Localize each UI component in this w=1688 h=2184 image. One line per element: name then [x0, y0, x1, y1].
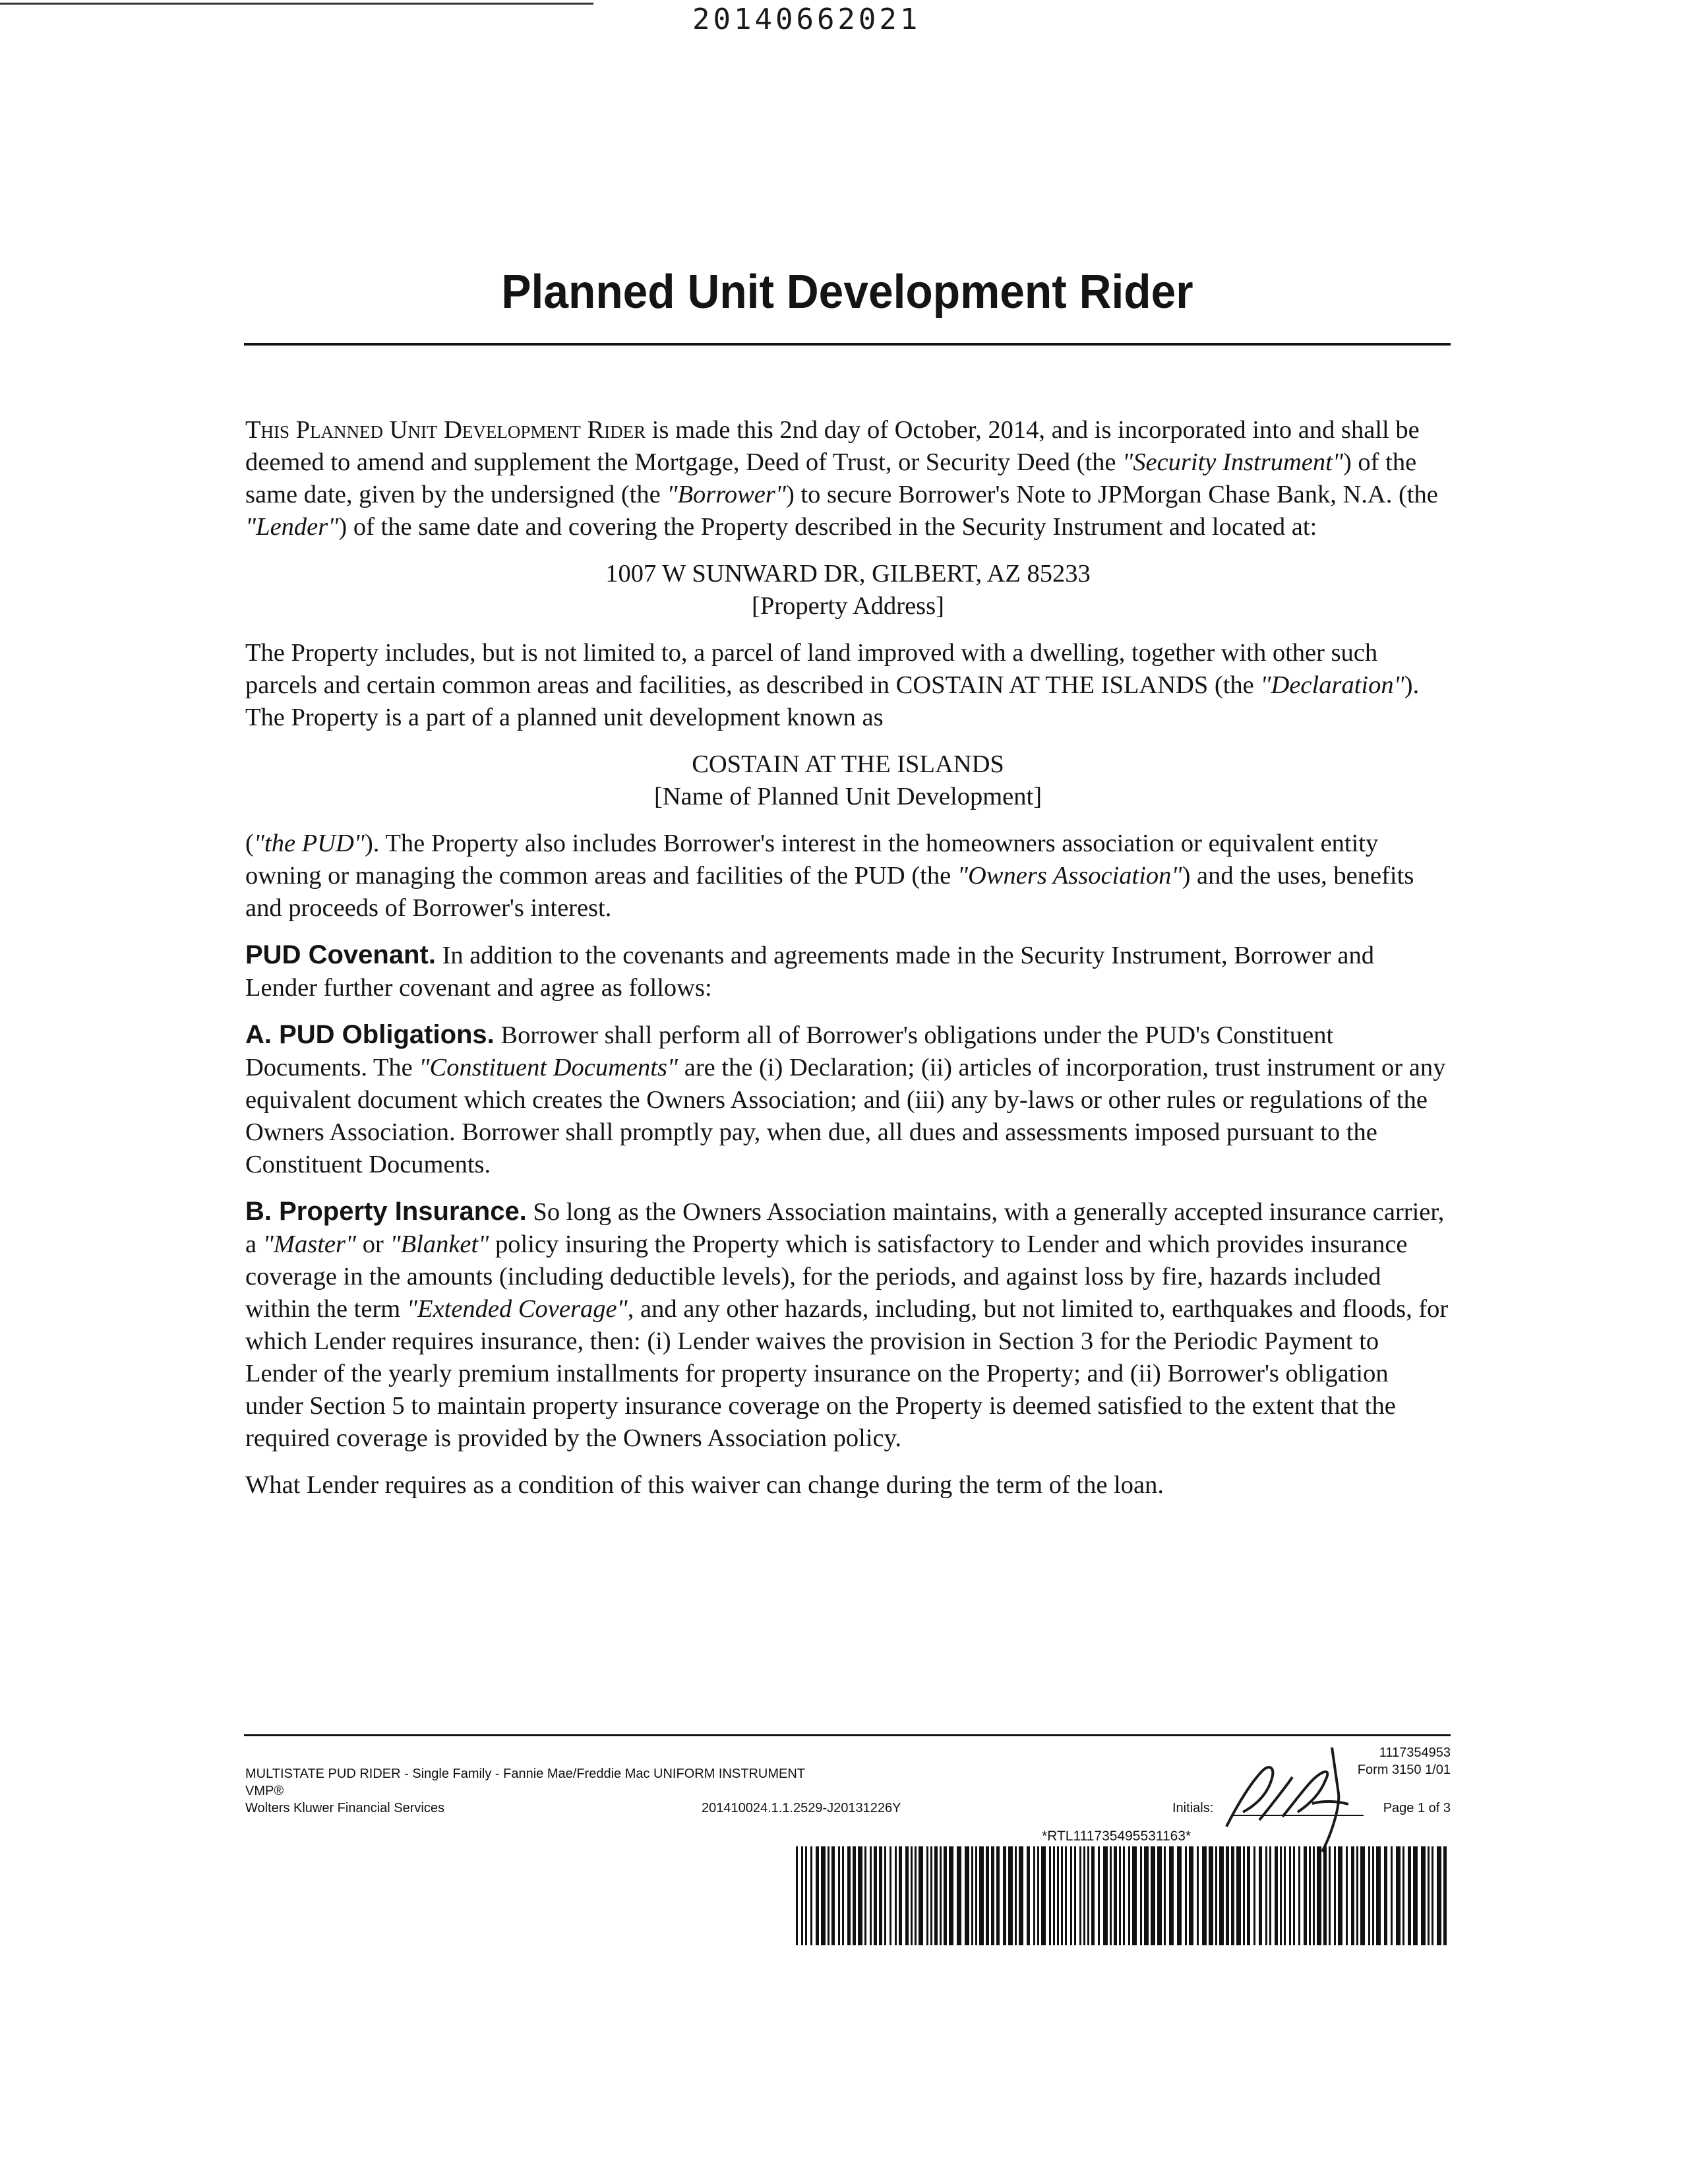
barcode-bar — [1144, 1846, 1149, 1945]
barcode-bar — [1070, 1846, 1072, 1945]
intro-text-3: ) to secure Borrower's Note to JPMorgan Chase Bank, N.A. (the — [785, 481, 1438, 508]
barcode — [796, 1846, 1451, 1945]
barcode-bar — [1033, 1846, 1035, 1945]
section-b-term-master: "Master" — [262, 1230, 357, 1258]
barcode-bar — [1103, 1846, 1108, 1945]
includes-paragraph — [245, 637, 1451, 734]
barcode-bar — [1338, 1846, 1342, 1945]
footer-rule — [244, 1734, 1451, 1736]
barcode-bar — [1049, 1846, 1051, 1945]
barcode-bar — [905, 1846, 909, 1945]
barcode-bar — [828, 1846, 829, 1945]
includes-term-declaration: "Declaration" — [1260, 671, 1404, 699]
footer-vmp: VMP® — [245, 1784, 284, 1798]
barcode-bar — [805, 1846, 807, 1945]
title-rule — [244, 343, 1451, 346]
barcode-bar — [1334, 1846, 1336, 1945]
intro-term-security-instrument: "Security Instrument" — [1122, 448, 1343, 476]
barcode-bar — [1037, 1846, 1039, 1945]
barcode-bar — [1019, 1846, 1023, 1945]
barcode-bar — [1185, 1846, 1187, 1945]
section-b-term-blanket: "Blanket" — [390, 1230, 489, 1258]
section-b-term-extended-coverage: "Extended Coverage" — [406, 1295, 628, 1323]
barcode-bar — [864, 1846, 866, 1945]
barcode-bar — [1098, 1846, 1100, 1945]
covenant-text: In addition to the covenants and agreements made in the Security Instrument, Borrower and Lender further covenant and agree as follows: — [245, 942, 1374, 1002]
barcode-bar — [1323, 1846, 1327, 1945]
barcode-bar — [911, 1846, 913, 1945]
footer-page-number: Page 1 of 3 — [1383, 1801, 1451, 1815]
barcode-bar — [1289, 1846, 1291, 1945]
barcode-bar — [1391, 1846, 1393, 1945]
barcode-bar — [979, 1846, 984, 1945]
section-b-text-1: So long as the Owners Association maintains, with a generally accepted insurance carrier, a — [245, 1198, 1445, 1258]
barcode-bar — [926, 1846, 928, 1945]
section-b-text-4: , and any other hazards, including, but not limited to, earthquakes and floods, for which Lender requires insurance, then: (i) Lender waives the provision in Section 3 for the Periodic Payment to Lender of the yearly premium installments for property insurance on the Property; and (ii) Borrower's obligation under Section 5 to maintain property insurance coverage on the Property is deemed satisfied to the extent that the required coverage is provided by the Owners Association policy. — [245, 1295, 1449, 1452]
covenant-heading: PUD Covenant. — [245, 940, 436, 969]
barcode-bar — [1231, 1846, 1234, 1945]
barcode-bar — [1428, 1846, 1430, 1945]
barcode-bar — [801, 1846, 803, 1945]
barcode-bar — [1275, 1846, 1278, 1945]
barcode-bar — [1351, 1846, 1354, 1945]
barcode-bar — [949, 1846, 953, 1945]
section-a-paragraph — [245, 1019, 1451, 1181]
intro-lead: This Planned Unit Development Rider — [245, 416, 646, 444]
pud-paragraph — [245, 828, 1451, 925]
barcode-bar — [1284, 1846, 1286, 1945]
document-title: Planned Unit Development Rider — [501, 266, 1193, 318]
barcode-bar — [1114, 1846, 1117, 1945]
closing-paragraph: What Lender requires as a condition of this waiver can change during the term of the loan. — [245, 1471, 1164, 1499]
barcode-bar — [1008, 1846, 1013, 1945]
intro-paragraph — [245, 414, 1451, 543]
top-edge-line — [0, 3, 593, 5]
barcode-bar — [1027, 1846, 1030, 1945]
section-a-term-constituent-documents: "Constituent Documents" — [419, 1054, 678, 1081]
barcode-bar — [965, 1846, 969, 1945]
barcode-bar — [879, 1846, 882, 1945]
barcode-bar — [1164, 1846, 1166, 1945]
barcode-bar — [1123, 1846, 1125, 1945]
footer-form-number: Form 3150 1/01 — [1357, 1763, 1451, 1777]
barcode-bar — [991, 1846, 994, 1945]
barcode-bar — [1079, 1846, 1081, 1945]
barcode-bar — [1413, 1846, 1418, 1945]
initials-signature — [1213, 1741, 1358, 1853]
barcode-bar — [1065, 1846, 1067, 1945]
barcode-bar — [895, 1846, 897, 1945]
barcode-bar — [1209, 1846, 1213, 1945]
property-address: 1007 W SUNWARD DR, GILBERT, AZ 85233 — [605, 560, 1091, 588]
barcode-text: *RTL111735495531163* — [1042, 1829, 1191, 1844]
barcode-bar — [1247, 1846, 1250, 1945]
barcode-bar — [1309, 1846, 1311, 1945]
barcode-bar — [870, 1846, 872, 1945]
section-b-text-3: policy insuring the Property which is satisfactory to Lender and which provides insurance coverage in the amounts (including deductible levels), for the periods, and against loss by fire, hazards included within the term — [245, 1230, 1408, 1323]
section-a-text-1: Borrower shall perform all of Borrower's obligations under the PUD's Constituent Documents. The — [245, 1021, 1334, 1081]
intro-term-lender: "Lender" — [245, 513, 339, 541]
barcode-bar — [1280, 1846, 1282, 1945]
barcode-bar — [919, 1846, 923, 1945]
pud-name-caption: [Name of Planned Unit Development] — [653, 783, 1042, 810]
barcode-bar — [1304, 1846, 1307, 1945]
barcode-bar — [971, 1846, 973, 1945]
barcode-bar — [1091, 1846, 1095, 1945]
section-a-text-2: are the (i) Declaration; (ii) articles of incorporation, trust instrument or any equivalent document which creates the Owners Association; and (iii) any by-laws or other rules or regulations of the Owners Association. Borrower shall promptly pay, when due, all dues and assessments imposed pursuant to the Constituent Documents. — [245, 1054, 1446, 1178]
property-address-block — [245, 558, 1451, 622]
barcode-bar — [821, 1846, 826, 1945]
covenant-paragraph — [245, 939, 1451, 1004]
barcode-bar — [1053, 1846, 1055, 1945]
barcode-bar — [1317, 1846, 1321, 1945]
barcode-bar — [1259, 1846, 1262, 1945]
barcode-bar — [1061, 1846, 1063, 1945]
includes-text-2: ). The Property is a part of a planned unit development known as — [245, 671, 1420, 731]
barcode-bar — [1402, 1846, 1404, 1945]
barcode-bar — [874, 1846, 877, 1945]
barcode-bar — [1432, 1846, 1433, 1945]
pud-text-2: ) and the uses, benefits and proceeds of Borrower's interest. — [245, 862, 1414, 922]
barcode-bar — [1437, 1846, 1441, 1945]
barcode-bar — [1236, 1846, 1241, 1945]
footer-form-line: MULTISTATE PUD RIDER - Single Family - Fannie Mae/Freddie Mac UNIFORM INSTRUMENT — [245, 1767, 806, 1781]
barcode-bar — [1110, 1846, 1112, 1945]
intro-text-4: ) of the same date and covering the Property described in the Security Instrument and located at: — [338, 513, 1317, 541]
barcode-bar — [1269, 1846, 1271, 1945]
section-b-paragraph — [245, 1196, 1451, 1455]
barcode-bar — [986, 1846, 989, 1945]
barcode-bar — [1396, 1846, 1401, 1945]
barcode-bar — [1265, 1846, 1267, 1945]
footer-doc-code: 201410024.1.1.2529-J20131226Y — [702, 1801, 901, 1815]
property-address-caption: [Property Address] — [752, 592, 944, 620]
barcode-bar — [944, 1846, 947, 1945]
intro-text-1: is made this 2nd day of October, 2014, and is incorporated into and shall be deemed to amend and supplement the Mortgage, Deed of Trust, or Security Deed (the — [245, 416, 1420, 476]
intro-term-borrower: "Borrower" — [667, 481, 786, 508]
barcode-bar — [1384, 1846, 1387, 1945]
barcode-bar — [816, 1846, 819, 1945]
barcode-bar — [1157, 1846, 1162, 1945]
barcode-bar — [1177, 1846, 1182, 1945]
barcode-bar — [810, 1846, 812, 1945]
barcode-bar — [915, 1846, 917, 1945]
barcode-bar — [1015, 1846, 1017, 1945]
barcode-bar — [1215, 1846, 1217, 1945]
barcode-bar — [1119, 1846, 1121, 1945]
intro-text-2: ) of the same date, given by the undersigned (the — [245, 448, 1417, 508]
barcode-bar — [1313, 1846, 1315, 1945]
pud-name: COSTAIN AT THE ISLANDS — [692, 750, 1004, 778]
barcode-bar — [1293, 1846, 1295, 1945]
barcode-bar — [1041, 1846, 1046, 1945]
barcode-bar — [1329, 1846, 1331, 1945]
section-b-text-2: or — [356, 1230, 390, 1258]
section-a-heading: A. PUD Obligations. — [245, 1020, 495, 1049]
barcode-bar — [1151, 1846, 1155, 1945]
barcode-bar — [957, 1846, 961, 1945]
barcode-bar — [975, 1846, 977, 1945]
barcode-bar — [1140, 1846, 1142, 1945]
includes-text-1: The Property includes, but is not limited to, a parcel of land improved with a dwelling, together with other such parcels and certain common areas and facilities, as described in COSTAIN AT THE ISLANDS (the — [245, 639, 1378, 699]
barcode-bar — [1356, 1846, 1358, 1945]
barcode-bar — [1226, 1846, 1229, 1945]
section-b-heading: B. Property Insurance. — [245, 1197, 527, 1226]
footer-initials-label: Initials: — [1172, 1801, 1214, 1815]
barcode-bar — [1087, 1846, 1089, 1945]
barcode-bar — [934, 1846, 938, 1945]
document-body — [245, 414, 1451, 1516]
barcode-bar — [1368, 1846, 1370, 1945]
barcode-bar — [1202, 1846, 1207, 1945]
barcode-bar — [1003, 1846, 1006, 1945]
barcode-bar — [1083, 1846, 1085, 1945]
barcode-bar — [940, 1846, 942, 1945]
pud-name-block — [245, 748, 1451, 813]
barcode-bar — [847, 1846, 851, 1945]
pud-term-owners-association: "Owners Association" — [957, 862, 1182, 890]
barcode-bar — [1243, 1846, 1245, 1945]
barcode-bar — [1408, 1846, 1411, 1945]
barcode-bar — [1169, 1846, 1174, 1945]
barcode-bar — [1298, 1846, 1300, 1945]
barcode-bar — [842, 1846, 844, 1945]
barcode-bar — [1253, 1846, 1255, 1945]
barcode-bar — [1376, 1846, 1381, 1945]
barcode-bar — [889, 1846, 891, 1945]
barcode-bar — [838, 1846, 840, 1945]
barcode-bar — [1443, 1846, 1447, 1945]
barcode-bar — [1074, 1846, 1076, 1945]
barcode-bar — [1421, 1846, 1426, 1945]
pud-text-0: ( — [245, 830, 254, 857]
barcode-bar — [930, 1846, 932, 1945]
pud-term-the-pud: "the PUD" — [253, 830, 365, 857]
pud-text-1: ). The Property also includes Borrower's interest in the homeowners association or equivalent entity owning or managing the common areas and facilities of the PUD (the — [245, 830, 1379, 890]
barcode-bar — [1219, 1846, 1224, 1945]
barcode-bar — [796, 1846, 798, 1945]
barcode-bar — [899, 1846, 902, 1945]
barcode-bar — [996, 1846, 1000, 1945]
barcode-bar — [1372, 1846, 1374, 1945]
barcode-bar — [1132, 1846, 1137, 1945]
barcode-bar — [884, 1846, 886, 1945]
barcode-bar — [853, 1846, 856, 1945]
footer-loan-number: 1117354953 — [1379, 1745, 1451, 1760]
barcode-bar — [1057, 1846, 1059, 1945]
barcode-bar — [1189, 1846, 1193, 1945]
footer-publisher: Wolters Kluwer Financial Services — [245, 1801, 444, 1815]
barcode-bar — [1128, 1846, 1130, 1945]
barcode-bar — [1197, 1846, 1199, 1945]
barcode-bar — [831, 1846, 835, 1945]
barcode-bar — [1346, 1846, 1348, 1945]
recording-number: 20140662021 — [692, 3, 921, 36]
barcode-bar — [858, 1846, 862, 1945]
barcode-bar — [1360, 1846, 1365, 1945]
